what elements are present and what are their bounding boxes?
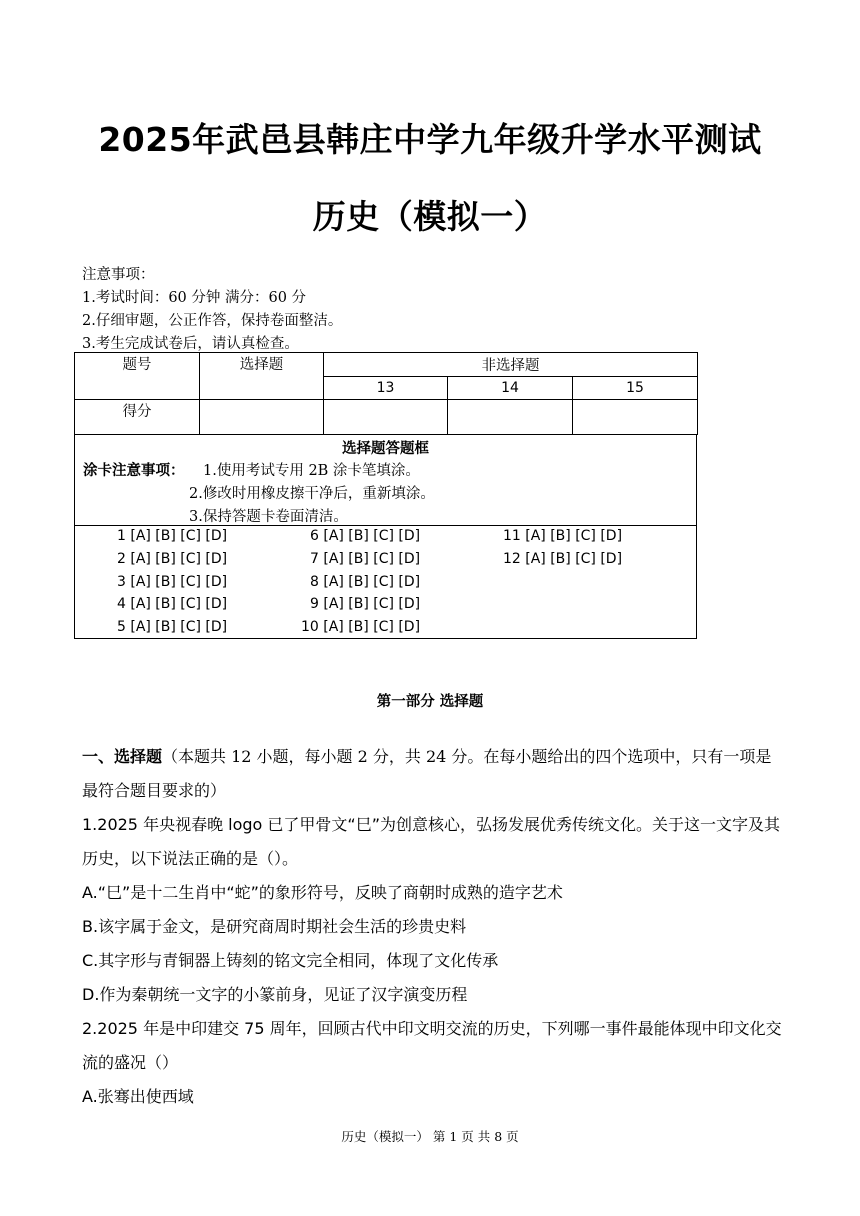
question-1-option-b: B.该字属于金文，是研究商周时期社会生活的珍贵史料 <box>82 917 467 936</box>
answer-row-q9[interactable]: 9 [A] [B] [C] [D] <box>310 596 421 612</box>
instructions-label: 涂卡注意事项： <box>83 462 185 479</box>
score-cell-choice[interactable] <box>200 400 324 435</box>
exam-subtitle: 历史（模拟一） <box>312 197 548 236</box>
score-header-question: 题号 <box>75 353 200 400</box>
exam-notes <box>82 264 342 356</box>
score-header-nonchoice: 非选择题 <box>324 353 698 377</box>
answer-box <box>74 434 697 639</box>
answer-row-q5[interactable]: 5 [A] [B] [C] [D] <box>117 619 228 635</box>
answer-box-header <box>75 434 696 526</box>
answer-row-q11[interactable]: 11 [A] [B] [C] [D] <box>503 528 623 544</box>
answer-row-q12[interactable]: 12 [A] [B] [C] [D] <box>503 551 623 567</box>
section-heading <box>82 740 782 808</box>
score-row-label: 得分 <box>75 400 200 435</box>
instruction-item: 2.修改时用橡皮擦干净后，重新填涂。 <box>189 486 435 502</box>
answer-row-q1[interactable]: 1 [A] [B] [C] [D] <box>117 528 228 544</box>
answer-box-title: 选择题答题框 <box>342 440 429 457</box>
question-1-option-c: C.其字形与青铜器上铸刻的铭文完全相同，体现了文化传承 <box>82 951 499 970</box>
answer-row-q10[interactable]: 10 [A] [B] [C] [D] <box>301 619 421 635</box>
exam-title: 2025年武邑县韩庄中学九年级升学水平测试 <box>98 120 762 159</box>
instruction-item: 3.保持答题卡卷面清洁。 <box>189 509 348 525</box>
answer-row-q3[interactable]: 3 [A] [B] [C] [D] <box>117 574 228 590</box>
score-cell-q14[interactable] <box>448 400 573 435</box>
answer-row-q8[interactable]: 8 [A] [B] [C] [D] <box>310 574 421 590</box>
score-header-q14: 14 <box>448 377 573 400</box>
question-1-option-a: A.“巳”是十二生肖中“蛇”的象形符号，反映了商朝时成熟的造字艺术 <box>82 883 563 902</box>
notes-item: 2.仔细审题，公正作答，保持卷面整洁。 <box>82 313 343 329</box>
page-footer: 历史（模拟一） 第 1 页 共 8 页 <box>341 1129 519 1144</box>
question-1-option-d: D.作为秦朝统一文字的小篆前身，见证了汉字演变历程 <box>82 985 468 1004</box>
score-table <box>74 352 698 435</box>
question-body <box>82 740 782 1114</box>
answer-row-q4[interactable]: 4 [A] [B] [C] [D] <box>117 596 228 612</box>
instruction-item: 1.使用考试专用 2B 涂卡笔填涂。 <box>203 463 420 479</box>
score-header-choice: 选择题 <box>200 353 324 400</box>
notes-heading: 注意事项： <box>82 267 155 283</box>
question-2-option-a: A.张骞出使西域 <box>82 1087 194 1106</box>
score-header-q13: 13 <box>324 377 448 400</box>
question-1-stem: 1.2025 年央视春晚 logo 已了甲骨文“巳”为创意核心，弘扬发展优秀传统文化。关于这一文字及其历史，以下说法正确的是（）。 <box>82 815 781 868</box>
score-cell-q15[interactable] <box>573 400 698 435</box>
section-heading-bold: 一、选择题 <box>82 747 163 766</box>
notes-item: 1.考试时间：60 分钟 满分：60 分 <box>82 290 307 306</box>
answer-row-q2[interactable]: 2 [A] [B] [C] [D] <box>117 551 228 567</box>
section-heading-text: （本题共 12 小题，每小题 2 分，共 24 分。在每小题给出的四个选项中，只有一项是最符合题目要求的） <box>82 747 772 800</box>
score-header-q15: 15 <box>573 377 698 400</box>
answer-row-q7[interactable]: 7 [A] [B] [C] [D] <box>310 551 421 567</box>
score-cell-q13[interactable] <box>324 400 448 435</box>
answer-row-q6[interactable]: 6 [A] [B] [C] [D] <box>310 528 421 544</box>
notes-item: 3.考生完成试卷后，请认真检查。 <box>82 336 299 352</box>
section-title: 第一部分 选择题 <box>376 693 484 710</box>
question-2-stem: 2.2025 年是中印建交 75 周年，回顾古代中印文明交流的历史，下列哪一事件最能体现中印文化交流的盛况（） <box>82 1019 782 1072</box>
